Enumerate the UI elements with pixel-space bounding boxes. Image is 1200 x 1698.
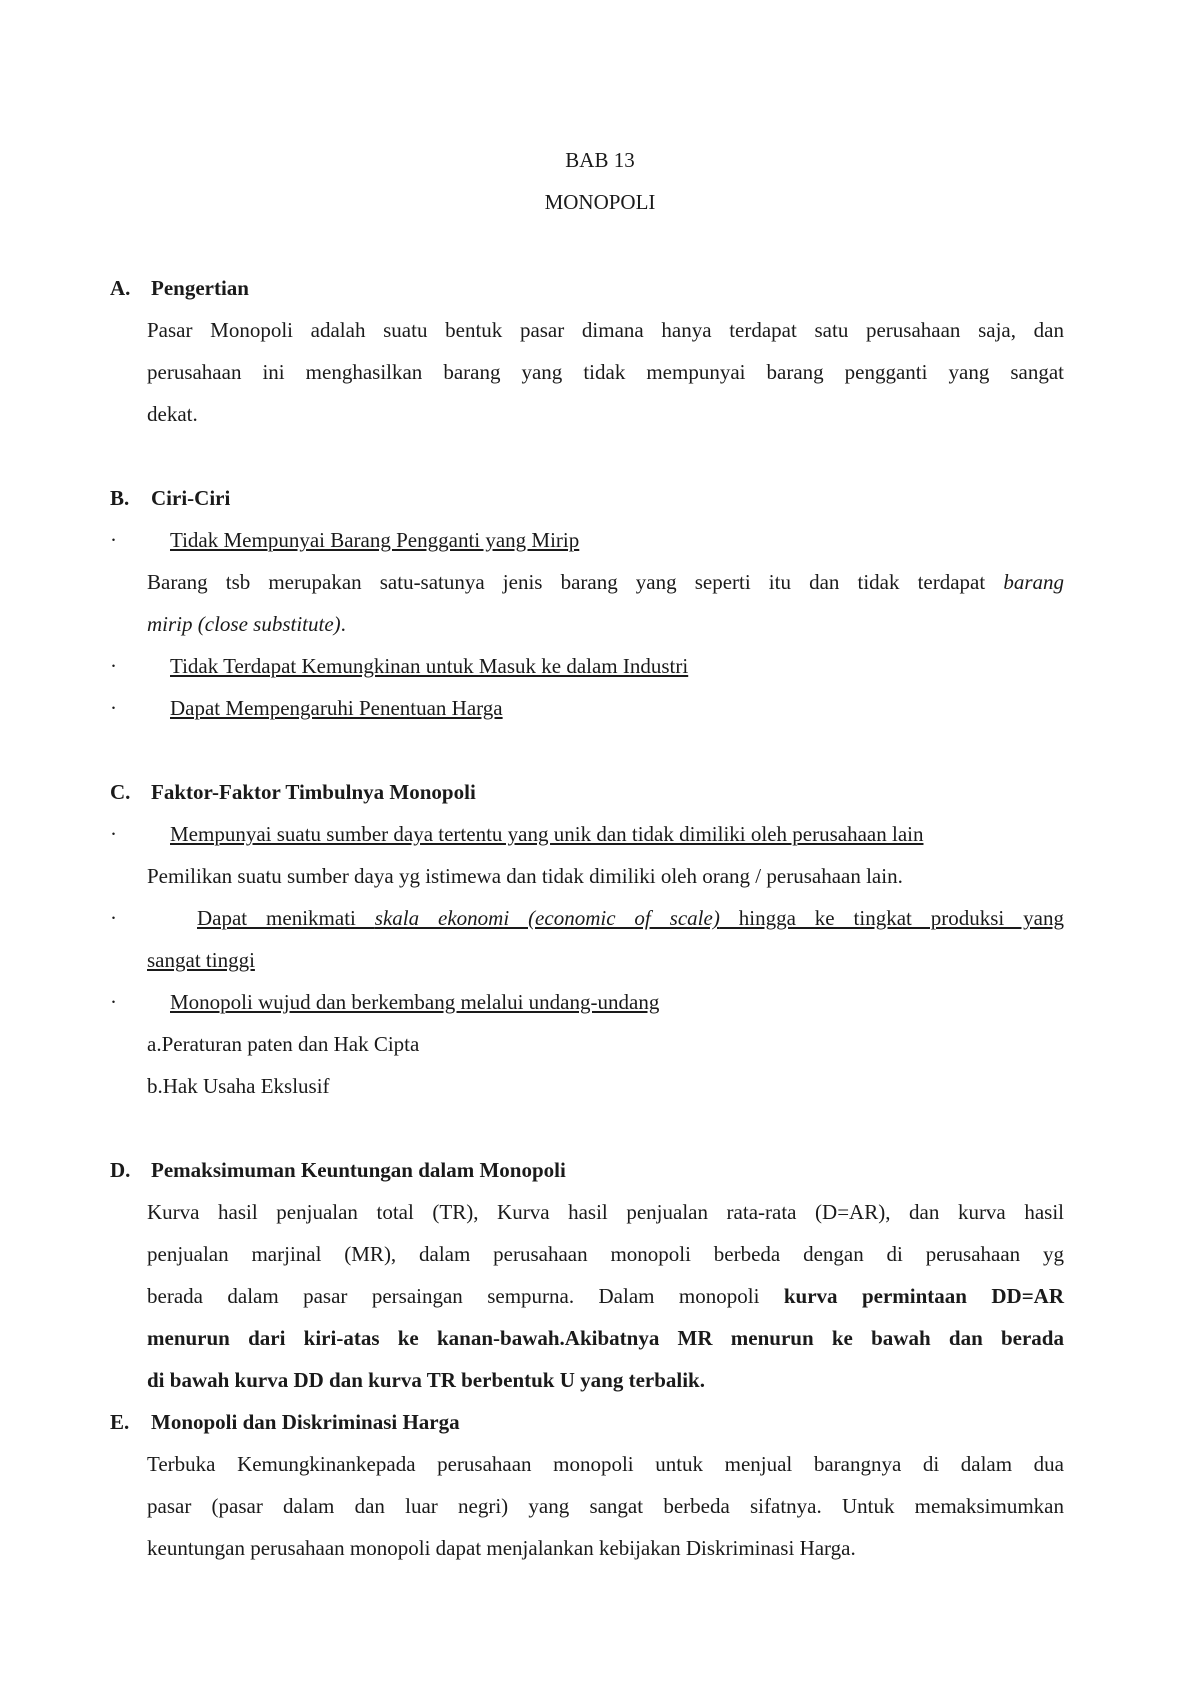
section-b-item-3: Dapat Mempengaruhi Penentuan Harga xyxy=(170,696,503,720)
desc-italic: mirip (close substitute) xyxy=(147,612,341,636)
item-italic: skala ekonomi (economic of scale) xyxy=(374,906,720,930)
bullet: · xyxy=(110,822,117,846)
line-plain: berada dalam pasar persaingan sempurna. Dalam monopoli xyxy=(147,1284,784,1308)
chapter-number: BAB 13 xyxy=(565,148,635,172)
item-post: hingga ke tingkat produksi yang xyxy=(719,906,1064,930)
section-b-item-2: Tidak Terdapat Kemungkinan untuk Masuk ke dalam Industri xyxy=(170,654,689,678)
section-e-line-3: keuntungan perusahaan monopoli dapat menjalankan kebijakan Diskriminasi Harga. xyxy=(147,1536,856,1560)
section-c-item-2-line-2: sangat tinggi xyxy=(147,948,255,972)
section-a-line-2: perusahaan ini menghasilkan barang yang tidak mempunyai barang pengganti yang sangat xyxy=(147,360,1064,384)
desc-italic: barang xyxy=(1003,570,1064,594)
section-e-line-2: pasar (pasar dalam dan luar negri) yang sangat berbeda sifatnya. Untuk memaksimumkan xyxy=(147,1494,1064,1518)
section-d-line-4: menurun dari kiri-atas ke kanan-bawah.Akibatnya MR menurun ke bawah dan berada xyxy=(147,1326,1064,1350)
bullet: · xyxy=(110,696,117,720)
section-b-item-1: Tidak Mempunyai Barang Pengganti yang Mirip xyxy=(170,528,580,552)
desc-end: . xyxy=(340,612,346,636)
section-d-line-2: penjualan marjinal (MR), dalam perusahaan monopoli berbeda dengan di perusahaan yg xyxy=(147,1242,1064,1266)
section-c-item-1: Mempunyai suatu sumber daya tertentu yang unik dan tidak dimiliki oleh perusahaan lain xyxy=(170,822,924,846)
section-c-letter: C. xyxy=(110,780,131,804)
bullet: · xyxy=(110,654,117,678)
section-e-letter: E. xyxy=(110,1410,130,1434)
section-a-title: Pengertian xyxy=(151,276,249,300)
section-a-line-1: Pasar Monopoli adalah suatu bentuk pasar dimana hanya terdapat satu perusahaan saja, dan xyxy=(147,318,1064,342)
chapter-title: MONOPOLI xyxy=(544,190,656,214)
section-c-item-3: Monopoli wujud dan berkembang melalui undang-undang xyxy=(170,990,660,1014)
section-c-item-2 xyxy=(197,904,1064,932)
section-c-sub-b: b.Hak Usaha Ekslusif xyxy=(147,1074,330,1098)
section-a-letter: A. xyxy=(110,276,131,300)
section-b-letter: B. xyxy=(110,486,130,510)
section-c-sub-a: a.Peraturan paten dan Hak Cipta xyxy=(147,1032,420,1056)
bullet: · xyxy=(110,906,117,930)
bullet: · xyxy=(110,990,117,1014)
desc-plain: Barang tsb merupakan satu-satunya jenis barang yang seperti itu dan tidak terdapat xyxy=(147,570,1004,594)
section-e-title: Monopoli dan Diskriminasi Harga xyxy=(151,1410,460,1434)
bullet: · xyxy=(110,528,117,552)
section-a-line-3: dekat. xyxy=(147,402,198,426)
line-bold: kurva permintaan DD=AR xyxy=(783,1284,1064,1308)
section-b-title: Ciri-Ciri xyxy=(151,486,231,510)
section-e-line-1: Terbuka Kemungkinankepada perusahaan monopoli untuk menjual barangnya di dalam dua xyxy=(147,1452,1064,1476)
item-pre: Dapat menikmati xyxy=(197,906,375,930)
section-d-line-3 xyxy=(147,1282,1064,1310)
section-d-title: Pemaksimuman Keuntungan dalam Monopoli xyxy=(151,1158,566,1182)
section-b-desc-1-line-1 xyxy=(147,568,1064,596)
section-d-line-5: di bawah kurva DD dan kurva TR berbentuk U yang terbalik. xyxy=(147,1368,705,1392)
section-d-letter: D. xyxy=(110,1158,131,1182)
section-d-line-1: Kurva hasil penjualan total (TR), Kurva hasil penjualan rata-rata (D=AR), dan kurva hasil xyxy=(147,1200,1064,1224)
section-c-desc-1: Pemilikan suatu sumber daya yg istimewa dan tidak dimiliki oleh orang / perusahaan lain. xyxy=(147,864,903,888)
section-b-desc-1-line-2 xyxy=(147,610,346,638)
section-c-title: Faktor-Faktor Timbulnya Monopoli xyxy=(151,780,476,804)
